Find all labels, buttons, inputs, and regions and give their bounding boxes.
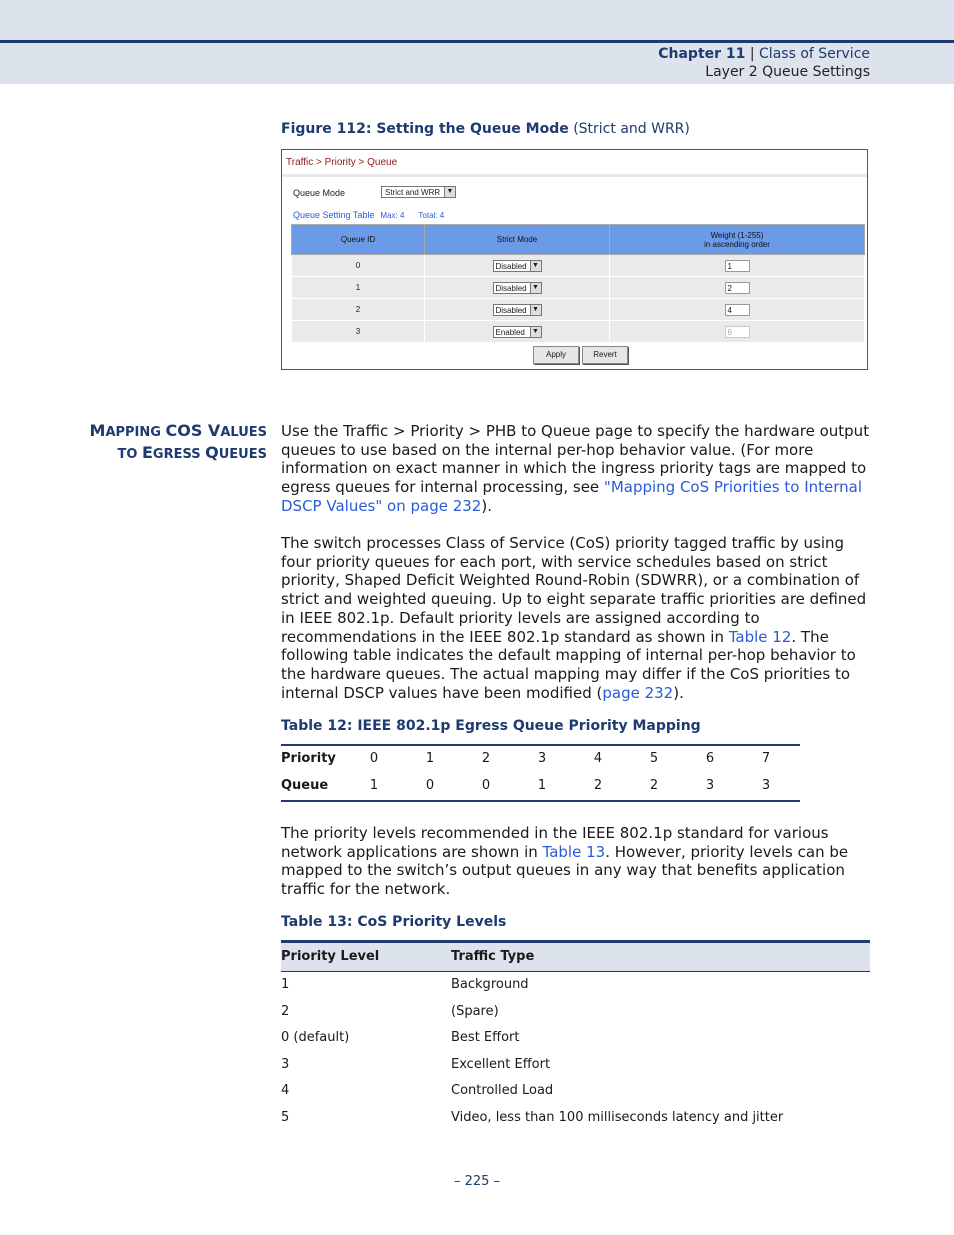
priority-level-cell: 4 bbox=[281, 1083, 290, 1098]
strict-mode-select[interactable] bbox=[493, 282, 542, 294]
queue-id-cell: 0 bbox=[292, 255, 425, 277]
queue-mode-label: Queue Mode bbox=[293, 188, 346, 198]
figure-caption bbox=[281, 121, 690, 137]
table-row bbox=[281, 1025, 870, 1052]
table-row bbox=[292, 299, 865, 321]
table-max: Max: 4 bbox=[380, 211, 405, 220]
chevron-down-icon: ▼ bbox=[530, 283, 541, 293]
table-header bbox=[281, 943, 870, 972]
paragraph-text: The priority levels recommended in the IEEE 802.1p standard for various network applications are shown in bbox=[281, 824, 829, 861]
table-12 bbox=[281, 744, 800, 802]
paragraph-cos bbox=[281, 534, 871, 702]
heading-cap: O bbox=[177, 421, 191, 440]
heading-small: UEUES bbox=[218, 447, 267, 462]
section-heading-line1 bbox=[60, 421, 267, 440]
page-number: – 225 – bbox=[453, 1174, 501, 1189]
table-row bbox=[292, 277, 865, 299]
strict-mode-cell bbox=[425, 277, 610, 299]
queue-mode-screenshot bbox=[281, 149, 868, 370]
table-row bbox=[292, 321, 865, 343]
section-title: Layer 2 Queue Settings bbox=[705, 64, 870, 80]
chevron-down-icon: ▼ bbox=[444, 187, 455, 197]
strict-mode-cell bbox=[425, 321, 610, 343]
chapter-label: Chapter 11 bbox=[658, 46, 746, 62]
traffic-type-cell: Controlled Load bbox=[451, 1083, 554, 1098]
heading-small: ALUES bbox=[220, 425, 267, 440]
table-row bbox=[281, 999, 870, 1026]
paragraph-text: ). bbox=[481, 496, 492, 515]
paragraph-text: The switch processes Class of Service (CoS) priority tagged traffic by using four priority queues for each port, with service schedules based on strict priority, Shaped Deficit Weighted Round-Robin (SDWRR), or a combination of strict and weighted queuing. Up to eight separate traffic priorities are defined in IEEE 802.1p. Default priority levels are assigned according to recommendations in the IEEE 802.1p standard as shown in bbox=[281, 534, 867, 646]
priority-value: 6 bbox=[705, 751, 715, 766]
weight-cell bbox=[610, 277, 865, 299]
col-priority-level: Priority Level bbox=[281, 949, 380, 964]
priority-level-cell: 1 bbox=[281, 977, 290, 992]
strict-mode-value: Enabled bbox=[495, 327, 525, 337]
heading-small: GRESS bbox=[152, 447, 206, 462]
table-row bbox=[281, 1052, 870, 1079]
strict-mode-cell bbox=[425, 299, 610, 321]
table-row bbox=[281, 972, 870, 999]
table-13-caption: Table 13: CoS Priority Levels bbox=[281, 914, 507, 930]
col-weight bbox=[610, 225, 865, 255]
table-row bbox=[292, 255, 865, 277]
table-title: Queue Setting Table bbox=[293, 210, 375, 220]
table-12-link[interactable]: Table 12 bbox=[728, 627, 792, 646]
queue-value: 2 bbox=[593, 778, 603, 793]
priority-value: 1 bbox=[425, 751, 435, 766]
priority-value: 0 bbox=[369, 751, 379, 766]
heading-cap: Q bbox=[205, 443, 219, 462]
queue-id-cell: 3 bbox=[292, 321, 425, 343]
priority-value: 5 bbox=[649, 751, 659, 766]
chevron-down-icon: ▼ bbox=[530, 261, 541, 271]
heading-cap: E bbox=[141, 443, 153, 462]
table-13 bbox=[281, 940, 870, 1131]
queue-value: 1 bbox=[369, 778, 379, 793]
priority-level-cell: 5 bbox=[281, 1109, 290, 1125]
priority-level-cell: 0 (default) bbox=[281, 1030, 350, 1045]
col-traffic-type: Traffic Type bbox=[451, 949, 535, 964]
strict-mode-value: Disabled bbox=[495, 305, 527, 315]
traffic-type-cell: Best Effort bbox=[451, 1030, 520, 1045]
weight-cell bbox=[610, 321, 865, 343]
header-separator: | bbox=[749, 46, 755, 62]
col-weight-line2: in ascending order bbox=[704, 239, 770, 249]
figure-label: Figure 112: Setting the Queue Mode bbox=[281, 121, 569, 137]
weight-input[interactable]: 4 bbox=[725, 304, 750, 316]
running-head bbox=[658, 45, 870, 81]
queue-value: 3 bbox=[705, 778, 715, 793]
priority-row bbox=[281, 746, 800, 773]
weight-input-disabled: 6 bbox=[725, 326, 750, 338]
heading-cap: M bbox=[89, 421, 106, 440]
col-queue-id: Queue ID bbox=[292, 225, 425, 255]
priority-level-cell: 3 bbox=[281, 1056, 290, 1072]
paragraph-text: Use the Traffic > Priority > PHB to Queue page to specify the hardware output queues to use based on the internal per-hop behavior value. (For more information on exact manner in which the ingress priority tags are mapped to egress queues for internal processing, see bbox=[281, 422, 870, 497]
table-13-link[interactable]: Table 13 bbox=[542, 842, 606, 861]
strict-mode-select[interactable] bbox=[493, 304, 542, 316]
priority-level-cell: 2 bbox=[281, 1003, 290, 1019]
col-strict-mode: Strict Mode bbox=[425, 225, 610, 255]
queue-id-cell: 2 bbox=[292, 299, 425, 321]
section-heading-line2 bbox=[60, 443, 267, 462]
queue-setting-table-title bbox=[293, 210, 444, 220]
queue-setting-table bbox=[291, 224, 865, 343]
breadcrumb-divider bbox=[282, 174, 867, 177]
paragraph-text: . The following table indicates the default mapping of internal per-hop behavior to the hardware queues. The actual mapping may differ if the CoS priorities to internal DSCP values have been modified ( bbox=[281, 627, 856, 702]
heading-cap: C bbox=[165, 421, 178, 440]
priority-value: 7 bbox=[761, 751, 771, 766]
strict-mode-value: Disabled bbox=[495, 283, 527, 293]
chevron-down-icon: ▼ bbox=[530, 305, 541, 315]
weight-cell bbox=[610, 299, 865, 321]
queue-value: 0 bbox=[425, 778, 435, 793]
queue-value: 0 bbox=[481, 778, 491, 793]
paragraph-intro bbox=[281, 422, 871, 516]
priority-label: Priority bbox=[281, 751, 336, 766]
queue-mode-value: Strict and WRR bbox=[385, 188, 441, 197]
paragraph-levels bbox=[281, 824, 871, 899]
priority-value: 2 bbox=[481, 751, 491, 766]
heading-cap: V bbox=[207, 421, 221, 440]
weight-input[interactable]: 1 bbox=[725, 260, 750, 272]
col-weight-line1: Weight (1-255) bbox=[710, 230, 764, 240]
strict-mode-select[interactable] bbox=[493, 326, 542, 338]
queue-value: 2 bbox=[649, 778, 659, 793]
heading-small: TO bbox=[117, 447, 142, 462]
traffic-type-cell: (Spare) bbox=[451, 1003, 499, 1019]
queue-value: 1 bbox=[537, 778, 547, 793]
queue-mode-select[interactable] bbox=[381, 186, 456, 198]
paragraph-text: . However, priority levels can be mapped to the switch’s output queues in any way that benefits application traffic for the network. bbox=[281, 842, 849, 899]
priority-value: 3 bbox=[537, 751, 547, 766]
apply-button[interactable]: Apply bbox=[533, 346, 579, 364]
queue-id-cell: 1 bbox=[292, 277, 425, 299]
traffic-type-cell: Excellent Effort bbox=[451, 1056, 551, 1072]
breadcrumb[interactable]: Traffic > Priority > Queue bbox=[286, 157, 398, 168]
queue-row bbox=[281, 773, 800, 800]
table-12-caption: Table 12: IEEE 802.1p Egress Queue Priority Mapping bbox=[281, 718, 701, 734]
figure-sublabel: (Strict and WRR) bbox=[568, 121, 690, 137]
heading-small: APPING bbox=[105, 425, 166, 440]
page-232-link[interactable]: page 232 bbox=[602, 683, 674, 702]
queue-value: 3 bbox=[761, 778, 771, 793]
table-row bbox=[281, 1105, 870, 1132]
traffic-type-cell: Background bbox=[451, 977, 529, 992]
cross-reference-link[interactable]: "Mapping CoS Priorities to Internal DSCP Values" on page 232 bbox=[281, 478, 863, 515]
revert-button[interactable]: Revert bbox=[582, 346, 628, 364]
chevron-down-icon: ▼ bbox=[530, 327, 541, 337]
strict-mode-value: Disabled bbox=[495, 261, 527, 271]
weight-cell bbox=[610, 255, 865, 277]
heading-cap: S bbox=[190, 421, 208, 440]
traffic-type-cell: Video, less than 100 milliseconds latency and jitter bbox=[451, 1109, 784, 1125]
table-row bbox=[281, 1078, 870, 1105]
chapter-title: Class of Service bbox=[759, 46, 870, 62]
strict-mode-cell bbox=[425, 255, 610, 277]
paragraph-text: ). bbox=[673, 683, 684, 702]
header-rule bbox=[0, 40, 954, 43]
priority-value: 4 bbox=[593, 751, 603, 766]
strict-mode-select[interactable] bbox=[493, 260, 542, 272]
weight-input[interactable]: 2 bbox=[725, 282, 750, 294]
table-total: Total: 4 bbox=[418, 211, 445, 220]
queue-label: Queue bbox=[281, 778, 329, 793]
